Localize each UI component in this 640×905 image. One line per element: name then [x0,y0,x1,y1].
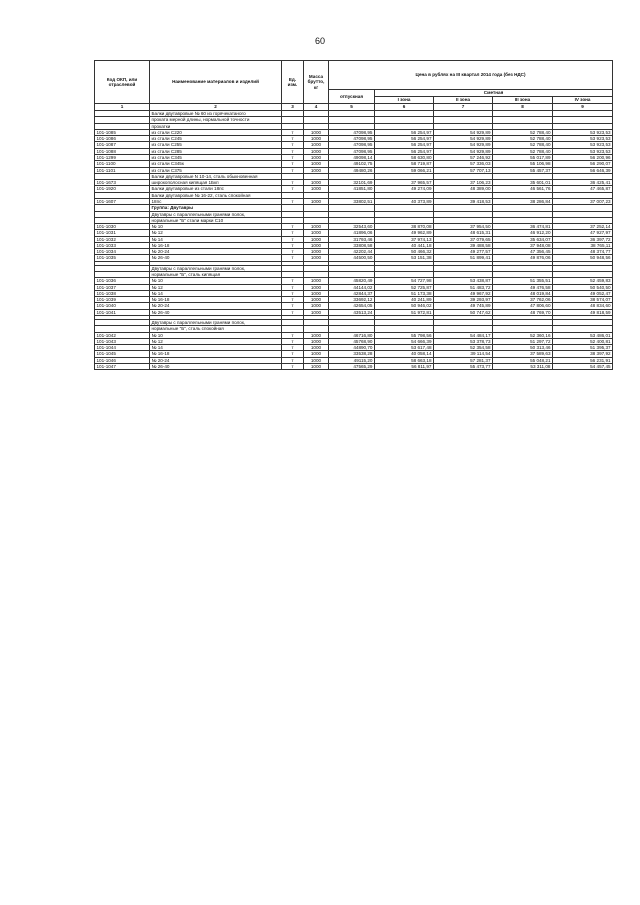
header-zone3: III зона [493,97,553,104]
zone2-price-cell: 54 929,89 [434,129,493,135]
name-cell: № 10 [150,332,282,338]
quantity-cell: 1000 [304,338,329,344]
zone3-price-cell: 37 948,08 [493,242,553,248]
unit-cell: т [282,224,304,230]
zone1-price-cell: 56 254,97 [375,142,434,148]
zone2-price-cell: 52 354,58 [434,345,493,351]
zone3-price-cell: 49 876,06 [493,255,553,261]
table-header [95,61,613,111]
release-price-cell: 45820,49 [329,278,375,284]
quantity-cell: 1000 [304,230,329,236]
release-price-cell: 33538,28 [329,351,375,357]
zone1-price-cell: 58 630,80 [375,154,434,160]
code-cell: 101-1036 [95,278,150,284]
zone3-price-cell: 35 634,07 [493,236,553,242]
zone1-price-cell: 56 254,97 [375,148,434,154]
code-cell: 101-1033 [95,242,150,248]
table-row [95,363,613,369]
zone2-price-cell: 48 389,00 [434,186,493,192]
code-cell: 101-1037 [95,284,150,290]
table-body [95,111,613,370]
release-price-cell: 32101,69 [329,180,375,186]
name-cell: из стали С375 [150,167,282,173]
column-number: 6 [375,104,434,111]
quantity-cell: 1000 [304,148,329,154]
name-cell: № 20-24 [150,249,282,255]
zone1-price-cell: 58 663,18 [375,357,434,363]
header-zone2: II зона [434,97,493,104]
zone3-price-cell: 52 360,16 [493,332,553,338]
zone1-price-cell: 53 617,48 [375,345,434,351]
zone3-price-cell: 52 788,40 [493,148,553,154]
zone3-price-cell: 36 474,81 [493,224,553,230]
zone1-price-cell: 51 972,81 [375,309,434,315]
zone1-price-cell: 53 151,38 [375,255,434,261]
zone4-price-cell: 47 927,97 [553,230,613,236]
zone4-price-cell: 48 374,77 [553,249,613,255]
column-number: 9 [553,104,613,111]
zone2-price-cell: 48 615,31 [434,230,493,236]
code-cell: 101-1035 [95,255,150,261]
zone4-price-cell: 56 200,96 [553,154,613,160]
unit-cell: т [282,297,304,303]
zone2-price-cell: 37 106,23 [434,180,493,186]
zone3-price-cell: 37 589,63 [493,351,553,357]
zone4-price-cell: 38 397,92 [553,351,613,357]
zone4-price-cell: 52 459,83 [553,278,613,284]
zone2-price-cell: 39 293,97 [434,297,493,303]
table-row [95,154,613,160]
release-price-cell: 43513,24 [329,309,375,315]
column-numbers-row [95,104,613,111]
unit-cell: т [282,129,304,135]
zone3-price-cell: 52 788,40 [493,142,553,148]
column-number: 5 [329,104,375,111]
table-row [95,148,613,154]
code-cell: 101-1031 [95,230,150,236]
release-price-cell: 44144,02 [329,284,375,290]
release-price-cell: 47098,95 [329,148,375,154]
zone4-price-cell: 36 397,72 [553,236,613,242]
zone4-price-cell: 49 052,47 [553,290,613,296]
quantity-cell: 1000 [304,332,329,338]
code-cell: 101-1100 [95,161,150,167]
name-cell: № 20-24 [150,357,282,363]
zone4-price-cell: 38 765,11 [553,242,613,248]
release-price-cell: 42202,44 [329,249,375,255]
zone4-price-cell: 50 948,56 [553,255,613,261]
code-cell: 101-1042 [95,332,150,338]
zone3-price-cell: 52 788,40 [493,129,553,135]
release-price-cell: 33808,58 [329,242,375,248]
release-price-cell: 41896,06 [329,230,375,236]
table-row [95,142,613,148]
quantity-cell: 1000 [304,309,329,315]
zone1-price-cell: 51 173,38 [375,290,434,296]
zone1-price-cell: 55 798,56 [375,332,434,338]
zone1-price-cell: 54 666,39 [375,338,434,344]
zone1-price-cell: 49 274,09 [375,186,434,192]
zone1-price-cell: 37 965,57 [375,180,434,186]
name-cell: № 16-18 [150,351,282,357]
table-row [95,186,613,192]
release-price-cell: 32543,60 [329,224,375,230]
name-cell: из стали С220 [150,129,282,135]
unit-cell: т [282,303,304,309]
release-price-cell: 44500,50 [329,255,375,261]
release-price-cell: 47098,95 [329,129,375,135]
group-heading: Группа: Двутавры [150,205,282,211]
zone4-price-cell: 56 290,07 [553,161,613,167]
name-cell: из стали С345к [150,161,282,167]
code-cell: 101-1673 [95,180,150,186]
name-cell: № 26-40 [150,255,282,261]
zone3-price-cell: 46 912,20 [493,230,553,236]
code-cell: 101-1032 [95,236,150,242]
column-number: 8 [493,104,553,111]
quantity-cell: 1000 [304,224,329,230]
zone1-price-cell: 56 254,97 [375,129,434,135]
zone2-price-cell: 57 281,37 [434,357,493,363]
unit-cell: т [282,363,304,369]
quantity-cell: 1000 [304,198,329,204]
name-cell: 18пс [150,198,282,204]
unit-cell: т [282,161,304,167]
name-cell: из стали С345 [150,154,282,160]
name-cell: № 20-24 [150,303,282,309]
quantity-cell: 1000 [304,351,329,357]
zone4-price-cell: 38 574,07 [553,297,613,303]
code-cell: 101-1030 [95,224,150,230]
release-price-cell: 42654,05 [329,303,375,309]
zone2-price-cell: 54 929,89 [434,142,493,148]
name-cell: из стали С245 [150,136,282,142]
zone2-price-cell: 37 079,65 [434,236,493,242]
zone3-price-cell: 47 806,60 [493,303,553,309]
description-text: нормальные "Б", сталь кипящая [150,272,282,278]
description-text: Балки двутавровые № 16-22, сталь спокойная [150,192,282,198]
description-text: Балки двутавровые № 60 из горячекатаного [150,111,282,117]
unit-cell: т [282,345,304,351]
header-zone1: I зона [375,97,434,104]
description-text: прокатки [150,123,282,129]
unit-cell: т [282,249,304,255]
column-number: 1 [95,104,150,111]
release-price-cell: 47565,29 [329,363,375,369]
zone3-price-cell: 55 048,21 [493,357,553,363]
zone3-price-cell: 50 313,46 [493,345,553,351]
description-text: Двутавры с параллельными гранями полок, [150,320,282,326]
zone1-price-cell: 50 946,02 [375,303,434,309]
quantity-cell: 1000 [304,161,329,167]
quantity-cell: 1000 [304,278,329,284]
quantity-cell: 1000 [304,290,329,296]
zone1-price-cell: 40 241,89 [375,297,434,303]
zone2-price-cell: 49 967,92 [434,290,493,296]
unit-cell: т [282,332,304,338]
quantity-cell: 1000 [304,242,329,248]
zone2-price-cell: 49 277,57 [434,249,493,255]
zone1-price-cell: 58 719,87 [375,161,434,167]
zone2-price-cell: 37 954,50 [434,224,493,230]
code-cell: 101-1040 [95,303,150,309]
zone3-price-cell: 46 561,76 [493,186,553,192]
quantity-cell: 1000 [304,186,329,192]
release-price-cell: 49102,75 [329,161,375,167]
code-cell: 101-1607 [95,198,150,204]
zone4-price-cell: 36 425,41 [553,180,613,186]
zone4-price-cell: 56 646,39 [553,167,613,173]
zone2-price-cell: 57 707,13 [434,167,493,173]
code-cell: 101-1047 [95,363,150,369]
zone3-price-cell: 48 019,84 [493,290,553,296]
quantity-cell: 1000 [304,167,329,173]
quantity-cell: 1000 [304,236,329,242]
release-price-cell: 49480,26 [329,167,375,173]
release-price-cell: 47098,95 [329,142,375,148]
unit-cell: т [282,230,304,236]
zone3-price-cell: 38 286,84 [493,198,553,204]
zone2-price-cell: 49 745,89 [434,303,493,309]
code-cell: 101-1038 [95,290,150,296]
zone1-price-cell: 56 811,97 [375,363,434,369]
quantity-cell: 1000 [304,303,329,309]
zone1-price-cell: 49 962,89 [375,230,434,236]
zone2-price-cell: 39 418,53 [434,198,493,204]
zone2-price-cell: 54 484,17 [434,332,493,338]
zone2-price-cell: 39 114,54 [434,351,493,357]
release-price-cell: 31793,46 [329,236,375,242]
unit-cell: т [282,338,304,344]
unit-cell: т [282,242,304,248]
name-cell: № 16-18 [150,242,282,248]
code-cell: 101-1034 [95,249,150,255]
column-number: 3 [282,104,304,111]
zone4-price-cell: 48 834,60 [553,303,613,309]
unit-cell: т [282,255,304,261]
zone3-price-cell: 55 457,37 [493,167,553,173]
unit-cell: т [282,290,304,296]
quantity-cell: 1000 [304,297,329,303]
release-price-cell: 44890,70 [329,345,375,351]
zone3-price-cell: 55 017,89 [493,154,553,160]
unit-cell: т [282,357,304,363]
name-cell: широкополосная кипящая 1Бкп [150,180,282,186]
code-cell: 101-1088 [95,148,150,154]
header-mass: Масса брутто, кг [304,61,329,104]
zone3-price-cell: 48 769,70 [493,309,553,315]
release-price-cell: 49098,14 [329,154,375,160]
zone1-price-cell: 52 725,87 [375,284,434,290]
quantity-cell: 1000 [304,255,329,261]
description-text: нормальные "Б", сталь спокойная [150,326,282,332]
quantity-cell: 1000 [304,154,329,160]
quantity-cell: 1000 [304,129,329,135]
release-price-cell: 46716,80 [329,332,375,338]
zone4-price-cell: 49 818,59 [553,309,613,315]
release-price-cell: 45768,90 [329,338,375,344]
name-cell: № 26-40 [150,309,282,315]
release-price-cell: 33802,51 [329,198,375,204]
zone2-price-cell: 39 488,58 [434,242,493,248]
zone3-price-cell: 53 311,08 [493,363,553,369]
column-number: 2 [150,104,282,111]
release-price-cell: 42844,37 [329,290,375,296]
unit-cell: т [282,236,304,242]
zone3-price-cell: 52 788,40 [493,136,553,142]
code-cell: 101-1086 [95,136,150,142]
zone2-price-cell: 55 473,77 [434,363,493,369]
description-text: Двутавры с параллельными гранями полок, [150,211,282,217]
unit-cell: т [282,154,304,160]
code-cell: 101-1043 [95,338,150,344]
name-cell: № 14 [150,236,282,242]
zone3-price-cell: 47 356,45 [493,249,553,255]
unit-cell: т [282,284,304,290]
zone1-price-cell: 37 974,13 [375,236,434,242]
zone4-price-cell: 51 395,37 [553,345,613,351]
table-row [95,129,613,135]
name-cell: № 14 [150,345,282,351]
release-price-cell: 41851,80 [329,186,375,192]
price-table [94,60,613,370]
name-cell: № 12 [150,230,282,236]
header-estimate: Сметная [375,90,613,97]
zone4-price-cell: 37 007,23 [553,198,613,204]
zone1-price-cell: 54 727,98 [375,278,434,284]
description-text: проката мерной длины, нормальной точности [150,117,282,123]
quantity-cell: 1000 [304,136,329,142]
header-name: Наименование материалов и изделий [150,61,282,104]
zone2-price-cell: 53 438,87 [434,278,493,284]
zone4-price-cell: 53 923,53 [553,148,613,154]
release-price-cell: 33692,12 [329,297,375,303]
unit-cell: т [282,180,304,186]
zone2-price-cell: 51 483,72 [434,284,493,290]
name-cell: № 10 [150,224,282,230]
zone4-price-cell: 56 231,91 [553,357,613,363]
unit-cell: т [282,186,304,192]
zone1-price-cell: 40 373,89 [375,198,434,204]
column-number: 4 [304,104,329,111]
code-cell: 101-1046 [95,357,150,363]
code-cell: 101-1920 [95,186,150,192]
header-release: отпускная [329,90,375,104]
name-cell: Балки двутавровые из стали 18пс [150,186,282,192]
zone4-price-cell: 53 486,01 [553,332,613,338]
zone2-price-cell: 51 899,41 [434,255,493,261]
unit-cell: т [282,351,304,357]
zone2-price-cell: 54 929,89 [434,148,493,154]
quantity-cell: 1000 [304,249,329,255]
header-code: Код ОКП, или отраслевой [95,61,150,104]
zone4-price-cell: 54 457,45 [553,363,613,369]
zone1-price-cell: 56 254,97 [375,136,434,142]
code-cell: 101-1041 [95,309,150,315]
code-cell: 101-1299 [95,154,150,160]
zone3-price-cell: 51 297,72 [493,338,553,344]
header-zone4: IV зона [553,97,613,104]
unit-cell: т [282,148,304,154]
zone3-price-cell: 37 762,06 [493,297,553,303]
unit-cell: т [282,142,304,148]
page-number: 60 [314,36,325,46]
name-cell: № 16-18 [150,297,282,303]
zone4-price-cell: 37 252,14 [553,224,613,230]
code-cell: 101-1085 [95,129,150,135]
column-number: 7 [434,104,493,111]
quantity-cell: 1000 [304,284,329,290]
zone2-price-cell: 54 929,89 [434,136,493,142]
unit-cell: т [282,136,304,142]
quantity-cell: 1000 [304,363,329,369]
quantity-cell: 1000 [304,345,329,351]
name-cell: № 12 [150,284,282,290]
header-price-title: Цена в рублях на III квартал 2014 года (без НДС) [329,61,613,90]
code-cell: 101-1087 [95,142,150,148]
table-row [95,167,613,173]
name-cell: из стали С285 [150,148,282,154]
zone3-price-cell: 49 476,58 [493,284,553,290]
quantity-cell: 1000 [304,357,329,363]
zone1-price-cell: 40 058,14 [375,351,434,357]
description-text: Балки двутавровые N 10-14, сталь обыкновенная [150,173,282,179]
table-row [95,161,613,167]
name-cell: из стали С255 [150,142,282,148]
zone1-price-cell: 59 066,21 [375,167,434,173]
release-price-cell: 47098,95 [329,136,375,142]
table-row [95,180,613,186]
name-cell: № 14 [150,290,282,296]
unit-cell: т [282,167,304,173]
header-unit: Ед. изм. [282,61,304,104]
description-text: Двутавры с параллельными гранями полок, [150,265,282,271]
zone2-price-cell: 50 747,62 [434,309,493,315]
zone3-price-cell: 51 355,51 [493,278,553,284]
unit-cell: т [282,309,304,315]
zone2-price-cell: 57 246,92 [434,154,493,160]
name-cell: № 12 [150,338,282,344]
zone4-price-cell: 53 923,53 [553,136,613,142]
zone2-price-cell: 57 336,03 [434,161,493,167]
code-cell: 101-1101 [95,167,150,173]
zone2-price-cell: 53 378,73 [434,338,493,344]
name-cell: № 10 [150,278,282,284]
unit-cell: т [282,198,304,204]
unit-cell: т [282,278,304,284]
name-cell: № 26-40 [150,363,282,369]
zone3-price-cell: 35 601,01 [493,180,553,186]
zone1-price-cell: 40 441,18 [375,242,434,248]
zone1-price-cell: 38 870,08 [375,224,434,230]
zone3-price-cell: 55 106,98 [493,161,553,167]
zone1-price-cell: 50 466,32 [375,249,434,255]
quantity-cell: 1000 [304,180,329,186]
description-text: нормальные "Б" стали марки С10 [150,217,282,223]
zone4-price-cell: 52 400,81 [553,338,613,344]
quantity-cell: 1000 [304,142,329,148]
zone4-price-cell: 53 923,53 [553,142,613,148]
zone4-price-cell: 47 465,87 [553,186,613,192]
table-row [95,136,613,142]
zone4-price-cell: 50 540,50 [553,284,613,290]
code-cell: 101-1044 [95,345,150,351]
zone4-price-cell: 53 923,53 [553,129,613,135]
code-cell: 101-1045 [95,351,150,357]
code-cell: 101-1039 [95,297,150,303]
release-price-cell: 49115,20 [329,357,375,363]
